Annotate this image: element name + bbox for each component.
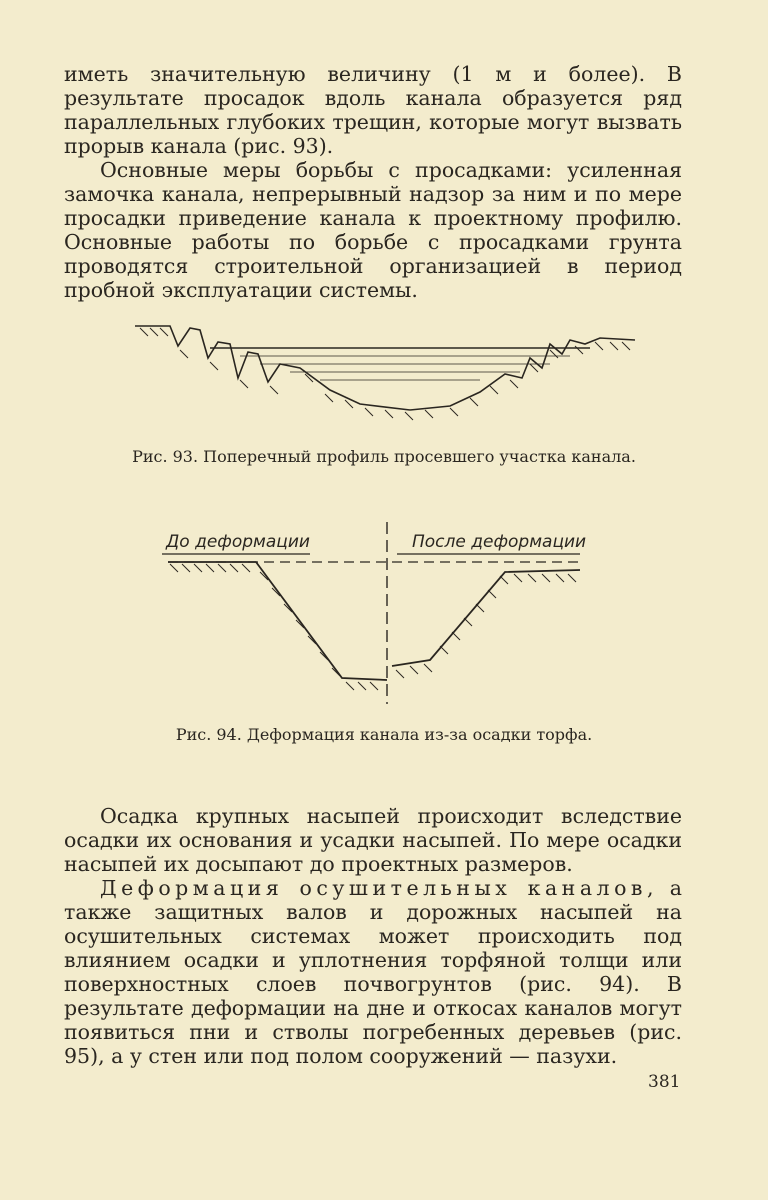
page-number: 381 [648,1072,681,1092]
figure-94 [160,518,600,708]
paragraph-4-rest: а также защитных валов и дорожных насыпей на осушительных системах может происходить под влиянием осадки и уплотнения торфяной толщи или поверхностных слоев почвогрунтов (рис. 94). В результате деформации на дне и откосах каналов могут появиться пни и стволы погребенных деревьев (рис. 95), а у стен или под полом сооружений — пазухи. [64,876,682,1068]
figure-93-canal-profile [130,318,640,423]
label-after-deformation: После деформации [412,532,587,552]
label-before-deformation: До деформации [166,532,310,552]
paragraph-2: Основные меры борьбы с просадками: усиленная замочка канала, непрерывный надзор за ним и по мере просадки приведение канала к проектному профилю. Основные работы по борьбе с просадками грунта проводятся строительной организацией в период пробной эксплуатации системы. [64,158,682,302]
paragraph-4-spaced-term: Деформация осушительных каналов, [100,876,658,900]
figure-94-caption: Рис. 94. Деформация канала из-за осадки торфа. [175,725,593,744]
paragraph-4 [64,876,682,1068]
paragraph-3: Осадка крупных насыпей происходит вследствие осадки их основания и усадки насыпей. По мере осадки насыпей их досыпают до проектных размеров. [64,804,682,876]
figure-93-caption: Рис. 93. Поперечный профиль просевшего участка канала. [132,447,636,466]
paragraph-1: иметь значительную величину (1 м и более). В результате просадок вдоль канала образуется ряд параллельных глубоких трещин, которые могут вызвать прорыв канала (рис. 93). [64,62,682,158]
